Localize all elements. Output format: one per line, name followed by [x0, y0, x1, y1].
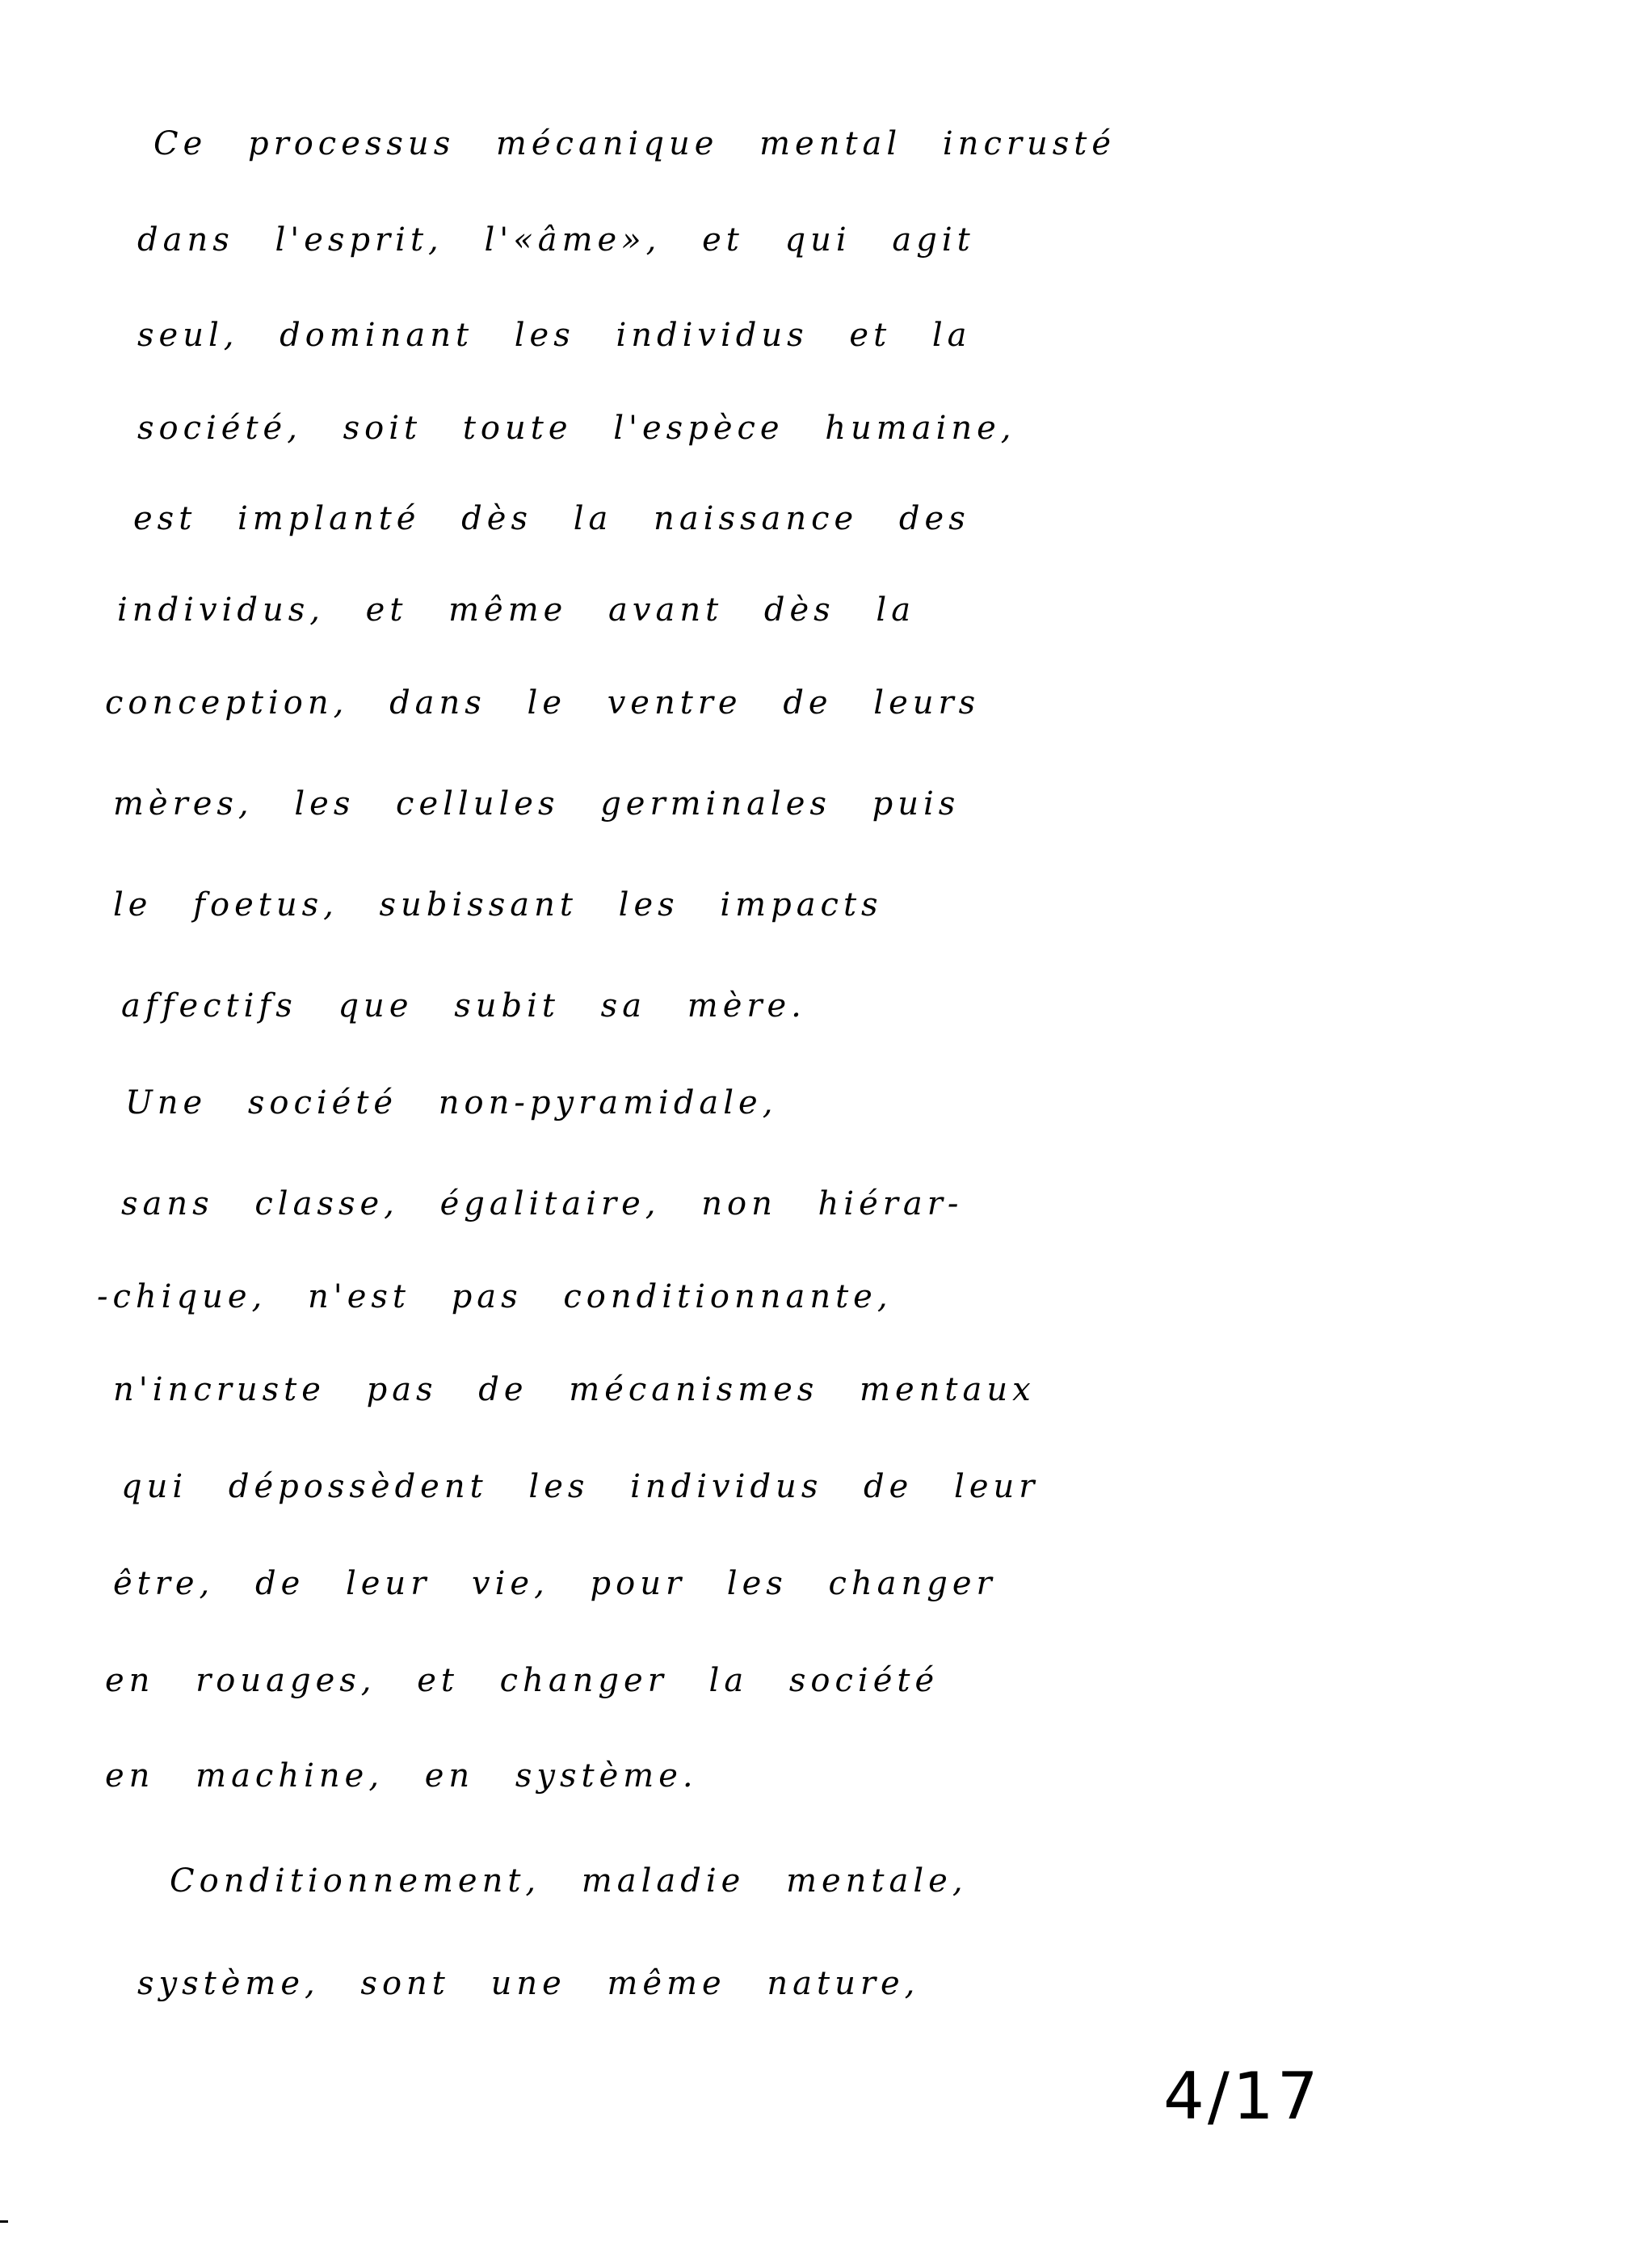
- text-line-4: société, soit toute l'espèce humaine,: [137, 410, 1016, 447]
- text-line-1: Ce processus mécanique mental incrusté: [153, 125, 1116, 162]
- text-line-7: conception, dans le ventre de leurs: [105, 684, 981, 722]
- scan-edge-mark: [0, 2220, 8, 2223]
- text-line-18: en machine, en système.: [105, 1757, 698, 1795]
- text-line-3: seul, dominant les individus et la: [137, 317, 972, 354]
- text-line-20: système, sont une même nature,: [137, 1965, 920, 2002]
- text-line-13: -chique, n'est pas conditionnante,: [97, 1278, 893, 1315]
- text-line-11: Une société non-pyramidale,: [125, 1084, 778, 1121]
- text-line-6: individus, et même avant dès la: [117, 591, 916, 629]
- text-line-10: affectifs que subit sa mère.: [121, 987, 806, 1025]
- text-line-15: qui dépossèdent les individus de leur: [121, 1468, 1040, 1505]
- text-line-17: en rouages, et changer la société: [105, 1662, 940, 1699]
- text-line-8: mères, les cellules germinales puis: [113, 785, 961, 823]
- text-line-14: n'incruste pas de mécanismes mentaux: [113, 1371, 1036, 1408]
- text-line-2: dans l'esprit, l'«âme», et qui agit: [137, 221, 975, 259]
- text-line-12: sans classe, égalitaire, non hiérar-: [121, 1185, 964, 1222]
- page-number: 4/17: [1163, 2059, 1322, 2134]
- text-line-16: être, de leur vie, pour les changer: [113, 1565, 997, 1602]
- text-line-19: Conditionnement, maladie mentale,: [170, 1862, 968, 1900]
- text-line-9: le foetus, subissant les impacts: [113, 886, 883, 924]
- text-line-5: est implanté dès la naissance des: [133, 500, 970, 537]
